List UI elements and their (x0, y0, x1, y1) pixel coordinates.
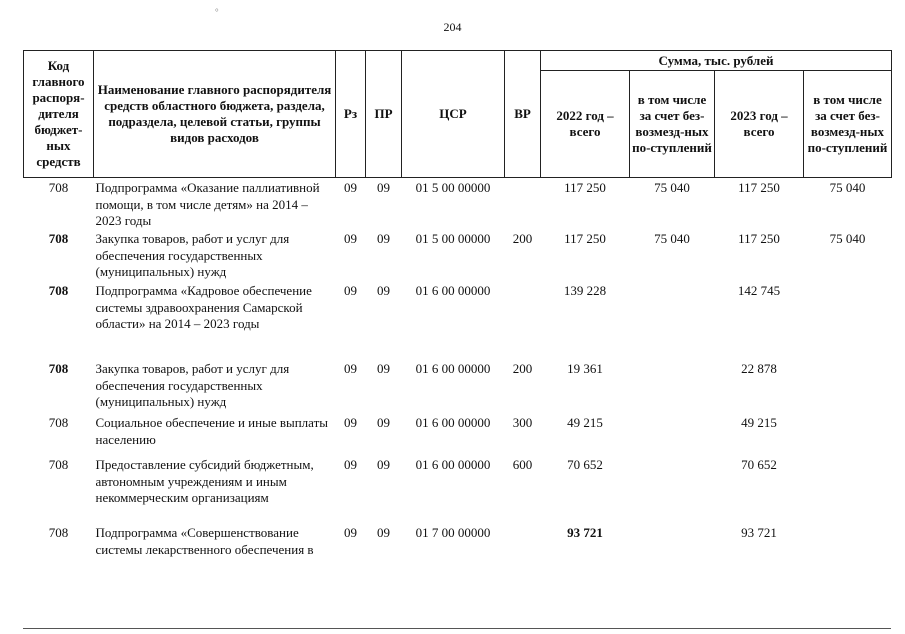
table-row (24, 525, 892, 585)
cell-rz: 09 (344, 180, 357, 195)
cell-2023-total: 117 250 (738, 180, 780, 195)
cell-2022-total: 139 228 (563, 283, 607, 298)
cell-2023-total: 22 878 (741, 361, 777, 376)
cell-2023-total: 70 652 (741, 457, 777, 472)
header-name: Наименование главного распорядителя средств областного бюджета, раздела, подраздела, целевой статьи, группы видов расходов (94, 51, 336, 178)
cell-pr: 09 (377, 525, 390, 540)
header-pr: ПР (366, 51, 402, 178)
cell-2023-free (804, 525, 892, 585)
header-code: Код главного распоря-дителя бюджет-ных средств (24, 51, 94, 178)
cell-2022-total: 117 250 (564, 231, 606, 246)
cell-rz: 09 (344, 283, 357, 298)
cell-vr (505, 178, 541, 232)
cell-2023-total: 93 721 (741, 525, 777, 540)
header-sum: Сумма, тыс. рублей (541, 51, 892, 71)
cell-2023-free (804, 457, 892, 525)
cell-name: Подпрограмма «Оказание паллиативной помощи, в том числе детям» на 2014 – 2023 годы (95, 180, 320, 228)
header-2023-total: 2023 год – всего (715, 71, 804, 178)
cell-vr (505, 525, 541, 585)
cell-pr: 09 (377, 361, 390, 376)
cell-rz: 09 (344, 361, 357, 376)
cell-2022-free: 75 040 (654, 180, 690, 195)
header-2023-free: в том числе за счет без-возмезд-ных по-ступлений (804, 71, 892, 178)
cell-2022-free (630, 361, 715, 415)
cell-name: Предоставление субсидий бюджетным, автономным учреждениям и иным некоммерческим организациям (95, 457, 314, 505)
cell-2022-total: 70 652 (567, 457, 603, 472)
cell-vr: 600 (512, 457, 533, 472)
table-row (24, 457, 892, 525)
cell-rz: 09 (344, 415, 357, 430)
cell-2023-total: 117 250 (738, 231, 780, 246)
cell-code: 708 (48, 525, 69, 540)
header-2022-total: 2022 год – всего (541, 71, 630, 178)
cell-2023-free (804, 283, 892, 361)
cell-csr: 01 6 00 00000 (415, 457, 491, 472)
cell-pr: 09 (377, 283, 390, 298)
cell-2023-free: 75 040 (829, 231, 866, 246)
cell-csr: 01 7 00 00000 (415, 525, 491, 540)
cell-2023-total: 142 745 (737, 283, 781, 298)
cell-csr: 01 6 00 00000 (415, 415, 491, 430)
cell-csr: 01 6 00 00000 (415, 361, 491, 376)
header-vr: ВР (505, 51, 541, 178)
cell-name: Подпрограмма «Совершенствование системы лекарственного обеспечения в (95, 525, 314, 557)
page-number: 204 (443, 20, 462, 34)
cell-2022-total: 93 721 (567, 525, 603, 540)
cell-code: 708 (48, 180, 69, 195)
cell-pr: 09 (377, 231, 390, 246)
cell-2022-total: 117 250 (564, 180, 606, 195)
cell-name: Закупка товаров, работ и услуг для обеспечения государственных (муниципальных) нужд (95, 361, 290, 409)
cell-pr: 09 (377, 415, 390, 430)
cell-csr: 01 6 00 00000 (415, 283, 491, 298)
cell-2023-free (804, 415, 892, 457)
cell-name: Подпрограмма «Кадровое обеспечение системы здравоохранения Самарской области» на 2014 – 2023 годы (95, 283, 312, 331)
cell-2022-free (630, 525, 715, 585)
cell-vr (505, 283, 541, 361)
table-row (24, 283, 892, 361)
cell-rz: 09 (344, 525, 357, 540)
cell-2022-free: 75 040 (654, 231, 690, 246)
bottom-rule (23, 628, 891, 629)
cell-2022-free (630, 415, 715, 457)
cell-rz: 09 (344, 457, 357, 472)
cell-rz: 09 (344, 231, 357, 246)
table-row (24, 231, 892, 283)
cell-2022-free (630, 457, 715, 525)
table-row (24, 178, 892, 232)
cell-vr: 200 (512, 231, 533, 246)
cell-code: 708 (48, 457, 69, 472)
budget-table (23, 50, 892, 585)
cell-2022-free (630, 283, 715, 361)
cell-2023-total: 49 215 (741, 415, 777, 430)
cell-2022-total: 19 361 (567, 361, 603, 376)
cell-name: Закупка товаров, работ и услуг для обеспечения государственных (муниципальных) нужд (95, 231, 290, 279)
table-row (24, 361, 892, 415)
cell-2023-free (804, 361, 892, 415)
header-2022-free: в том числе за счет без-возмезд-ных по-ступлений (630, 71, 715, 178)
cell-2023-free: 75 040 (829, 180, 866, 195)
cell-csr: 01 5 00 00000 (415, 231, 491, 246)
table-row (24, 415, 892, 457)
cell-name: Социальное обеспечение и иные выплаты населению (95, 415, 329, 447)
cell-vr: 300 (512, 415, 533, 430)
scan-speck: ° (215, 7, 219, 17)
cell-code: 708 (48, 361, 69, 376)
cell-code: 708 (48, 231, 69, 246)
cell-code: 708 (48, 415, 69, 430)
cell-csr: 01 5 00 00000 (415, 180, 491, 195)
cell-pr: 09 (377, 457, 390, 472)
cell-vr: 200 (512, 361, 533, 376)
cell-code: 708 (48, 283, 69, 298)
cell-2022-total: 49 215 (567, 415, 603, 430)
header-csr: ЦСР (402, 51, 505, 178)
header-rz: Рз (336, 51, 366, 178)
cell-pr: 09 (377, 180, 390, 195)
